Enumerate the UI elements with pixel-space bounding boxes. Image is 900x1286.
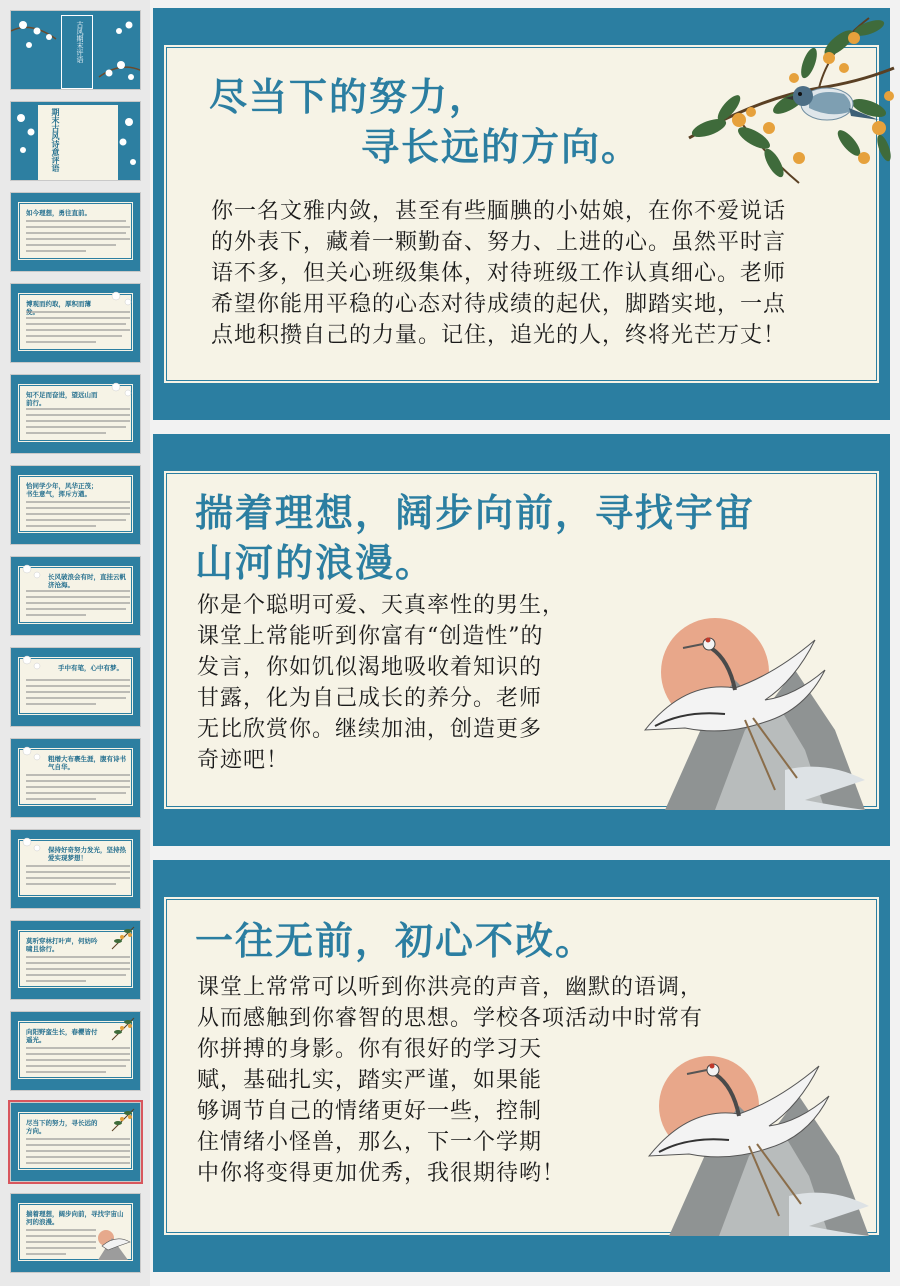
slide-thumbnail-11[interactable]: [10, 920, 141, 1000]
magnolia-branch-icon: [106, 379, 136, 403]
slide-thumbnail-5[interactable]: [10, 374, 141, 454]
body-line: 课堂上常能听到你富有“创造性”的: [197, 624, 544, 649]
thumbnail-panel: [17, 201, 134, 261]
thumbnail-title: 粗缯大布裹生涯，腹有诗书气自华。: [48, 755, 126, 771]
slide-title-line: 寻长远的方向。: [361, 124, 642, 169]
body-line: 发言，你如饥似渴地吸收着知识的: [197, 655, 543, 680]
osmanthus-branch-icon: [108, 1105, 138, 1135]
cover-title-box: [37, 104, 119, 181]
osmanthus-bird-illustration: [679, 8, 899, 198]
crane-icon: [94, 1224, 134, 1264]
slide-thumbnail-4[interactable]: [10, 283, 141, 363]
crane-mountain-illustration: [625, 610, 885, 810]
magnolia-branch-icon: [17, 652, 47, 676]
body-line: 你一名文雅内敛，甚至有些腼腆的小姑娘，在你不爱说话: [211, 199, 787, 224]
thumbnail-panel: [17, 474, 134, 534]
slide-body-text: [197, 590, 565, 776]
body-line: 语不多，但关心班级集体，对待班级工作认真细心。老师: [211, 261, 787, 286]
slide-13-preview[interactable]: [153, 8, 890, 420]
slide-body-text: [211, 196, 786, 351]
magnolia-branch-icon: [106, 288, 136, 312]
thumbnail-title: 保持好奇努力发光，坚持热爱实现梦想！: [48, 846, 126, 862]
slide-title-line: 揣着理想，阔步向前，寻找宇宙: [195, 490, 756, 535]
body-line: 赋，基础扎实，踏实严谨，如果能: [197, 1068, 543, 1093]
slide-thumbnail-3[interactable]: [10, 192, 141, 272]
thumbnail-title: 博观而约取，厚积而薄: [26, 300, 91, 308]
slide-title: [195, 488, 755, 588]
slide-title-line: 尽当下的努力，: [209, 74, 490, 119]
body-line: 从而感触到你睿智的思想。学校各项活动中时常有: [197, 1006, 704, 1031]
slide-thumbnail-13[interactable]: [10, 1102, 141, 1182]
thumbnail-title: 莫听穿林打叶声，何妨吟啸且徐行。: [26, 937, 98, 953]
slide-thumbnail-10[interactable]: [10, 829, 141, 909]
thumbnail-title: 知不足而奋进，望远山而前行。: [26, 391, 98, 407]
thumbnail-title: 古风期末评语: [76, 21, 84, 63]
slide-title-line: 一往无前，初心不改。: [195, 918, 596, 963]
slide-title-line: 山河的浪漫。: [195, 540, 436, 585]
slide-body-text: [197, 972, 703, 1189]
thumbnail-title: 向阳野蛮生长，春樱皆付遥光。: [26, 1028, 98, 1044]
body-line: 希望你能用平稳的心态对待成绩的起伏，脚踏实地，一点: [211, 292, 787, 317]
magnolia-branch-icon: [17, 743, 47, 767]
body-line: 你拼搏的身影。你有很好的学习天: [197, 1037, 543, 1062]
thumbnail-title: 恰同学少年，风华正茂；书生意气，挥斥方遒。: [26, 482, 98, 498]
thumbnail-title: 揣着理想，阔步向前，寻找宇宙山河的浪漫。: [26, 1210, 124, 1226]
slide-title: [209, 72, 641, 172]
thumbnail-title: 期末古风诗意评语: [51, 108, 61, 172]
thumbnail-title: 长风破浪会有时，直挂云帆济沧海。: [48, 573, 126, 589]
slide-thumbnail-2[interactable]: [10, 101, 141, 181]
slide-thumbnail-8[interactable]: [10, 647, 141, 727]
thumbnail-title: 如今理想，勇往直前。: [26, 209, 91, 217]
slide-thumbnail-strip[interactable]: [0, 0, 150, 1286]
slide-thumbnail-14[interactable]: [10, 1193, 141, 1273]
body-line: 你是个聪明可爱、天真率性的男生，: [197, 593, 566, 618]
body-line: 奇迹吧！: [197, 748, 290, 773]
magnolia-branch-icon: [17, 561, 47, 585]
body-line: 无比欣赏你。继续加油，创造更多: [197, 717, 543, 742]
slide-thumbnail-9[interactable]: [10, 738, 141, 818]
body-line: 中你将变得更加优秀，我很期待哟！: [197, 1161, 566, 1186]
slide-title: [195, 916, 595, 966]
magnolia-branch-icon: [17, 834, 47, 858]
body-line: 住情绪小怪兽，那么，下一个学期: [197, 1130, 543, 1155]
body-line: 够调节自己的情绪更好一些，控制: [197, 1099, 543, 1124]
slide-15-preview[interactable]: [153, 860, 890, 1272]
slide-thumbnail-1[interactable]: [10, 10, 141, 90]
slide-thumbnail-7[interactable]: [10, 556, 141, 636]
thumbnail-title: 尽当下的努力，寻长远的方向。: [26, 1119, 98, 1135]
slide-thumbnail-12[interactable]: [10, 1011, 141, 1091]
slide-thumbnail-6[interactable]: [10, 465, 141, 545]
thumbnail-title: 手中有笔，心中有梦。: [58, 664, 123, 672]
body-line: 点地积攒自己的力量。记住，追光的人，终将光芒万丈！: [211, 323, 787, 348]
slide-14-preview[interactable]: [153, 434, 890, 846]
osmanthus-branch-icon: [108, 1014, 138, 1044]
osmanthus-branch-icon: [108, 923, 138, 953]
body-line: 的外表下，藏着一颗勤奋、努力、上进的心。虽然平时言: [211, 230, 787, 255]
body-line: 课堂上常常可以听到你洪亮的声音，幽默的语调，: [197, 975, 704, 1000]
body-line: 甘露，化为自己成长的养分。老师: [197, 686, 543, 711]
